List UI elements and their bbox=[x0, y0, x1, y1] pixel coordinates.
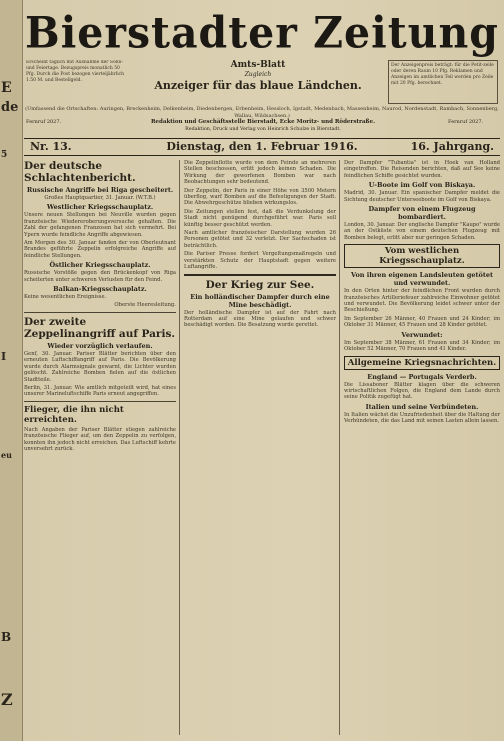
section-heading: Balkan-Kriegsschauplatz. bbox=[53, 285, 147, 294]
article-subheadline: Russische Angriffe bei Riga gescheitert. bbox=[26, 186, 174, 194]
divider bbox=[24, 401, 176, 402]
adjacent-page-strip bbox=[0, 0, 23, 741]
article-paragraph: Nach amtlicher französischer Darstellung wurden 26 Personen getötet und 32 verletzt. Der Sachschaden ist beträchtlich. bbox=[184, 230, 336, 249]
column-2 bbox=[184, 160, 336, 735]
issue-date-bar bbox=[24, 138, 500, 156]
section-heading: Östlicher Kriegsschauplatz. bbox=[49, 261, 151, 270]
masthead-title: Bierstadter Zeitung bbox=[25, 7, 499, 59]
article-paragraph: Nach Angaben der Pariser Blätter stiegen zahlreiche französische Flieger auf, um den Zeppelin zu verfolgen, konnten ihn jedoch nicht erreichen. Das Luftschiff kehrte unversehrt zurück. bbox=[24, 426, 176, 452]
headline-box bbox=[344, 244, 500, 268]
article-headline: Flieger, die ihn nicht erreichten. bbox=[24, 404, 124, 425]
article-subheadline: Ein holländischer Dampfer durch eine Mine beschädigt. bbox=[190, 292, 330, 309]
main-sheet bbox=[24, 0, 500, 741]
article-paragraph: Berlin, 31. Januar. Wie amtlich mitgeteilt wird, hat eines unserer Marineluftschiffe Paris erneut angegriffen. bbox=[24, 384, 176, 398]
article-paragraph: Die Pariser Presse fordert Vergeltungsmaßregeln und verstärkten Schutz der Hauptstadt gegen weitere Luftangriffe. bbox=[184, 251, 336, 271]
article-paragraph: In Italien wächst die Unzufriedenheit über die Haltung der Verbündeten, die das Land mit seinen Lasten allein lassen. bbox=[344, 411, 500, 425]
article-subheadline: England — Portugals Verderb. bbox=[367, 372, 477, 381]
article-paragraph: Im September 38 Männer, 61 Frauen und 34 Kinder; im Oktober 52 Männer, 70 Frauen und 41 Kinder. bbox=[344, 339, 500, 353]
dateline: Großes Hauptquartier, 31. Januar. (W.T.B.) bbox=[44, 195, 156, 201]
phone-right: Fernruf 2027. bbox=[448, 119, 484, 125]
strip-glyph: 5 bbox=[1, 150, 8, 160]
article-subheadline: Wieder vorzüglich verlaufen. bbox=[47, 341, 153, 350]
divider bbox=[184, 274, 336, 276]
section-heading: Westlicher Kriegsschauplatz. bbox=[46, 203, 154, 212]
article-paragraph: London, 30. Januar. Der englische Dampfer "Kaupo" wurde an der Ostküste von einem deutschen Flugzeug mit Bomben belegt, erlitt aber nur geringen Schaden. bbox=[344, 222, 500, 241]
article-headline: Allgemeine Kriegsnachrichten. bbox=[347, 357, 497, 368]
phone-left: Fernruf 2027. bbox=[26, 119, 62, 125]
strip-glyph: Z bbox=[1, 690, 13, 709]
subtitle-block bbox=[130, 60, 386, 92]
article-paragraph: Der Dampfer "Tubantia" ist in Hoek van Holland eingetroffen. Die Reisenden berichten, daß auf See keine feindlichen Schiffe gesichtet wurden. bbox=[344, 160, 500, 179]
article-headline: Vom westlichen Kriegsschauplatz. bbox=[379, 246, 465, 267]
column-rule bbox=[339, 160, 340, 735]
subscription-info: Erscheint täglich mit Ausnahme der Sonn- und Feiertage. Bezugspreis monatlich 50 Pfg. Durch die Post bezogen vierteljährlich 1.50 M. und Bestellgeld. bbox=[26, 60, 125, 83]
section-heading: U-Boote im Golf von Biskaya. bbox=[368, 181, 476, 190]
article-paragraph: Russische Vorstöße gegen den Brückenkopf von Riga scheiterten unter schweren Verlusten für den Feind. bbox=[24, 270, 176, 283]
strip-glyph: E bbox=[1, 80, 12, 96]
issue-date: Dienstag, den 1. Februar 1916. bbox=[166, 140, 358, 153]
section-heading: Italien und seine Verbündeten. bbox=[365, 402, 479, 411]
article-paragraph: Die Zeppelinflotte wurde von dem Feinde an mehreren Stellen beschossen, erlitt jedoch keinen Schaden. Die Wirkung der geworfenen Bomben war nach Beobachtungen sehr bedeutend. bbox=[184, 160, 336, 186]
article-paragraph: Genf, 30. Januar. Pariser Blätter berichten über den erneuten Luftschiffangriff auf Paris. Die Bevölkerung wurde durch Alarmsignale gewarnt, die Lichter wurden gelöscht. Zahlreiche Bomben fielen auf die östlichen Stadtteile. bbox=[24, 350, 176, 383]
article-paragraph: Keine wesentlichen Ereignisse. bbox=[24, 294, 107, 301]
issue-year: 16. Jahrgang. bbox=[410, 140, 494, 153]
strip-glyph: B bbox=[1, 630, 12, 644]
article-headline: Der Krieg zur See. bbox=[205, 278, 315, 291]
article-headline: Der zweite Zeppelinangriff auf Paris. bbox=[24, 315, 176, 340]
article-paragraph: Madrid, 30. Januar. Ein spanischer Dampfer meldet die Sichtung deutscher Unterseeboote im Golf von Biskaya. bbox=[344, 190, 500, 203]
divider bbox=[24, 312, 176, 313]
article-paragraph: Im September 26 Männer, 40 Frauen und 24 Kinder; im Oktober 31 Männer, 45 Frauen und 28 Kinder getötet. bbox=[344, 315, 500, 329]
column-rule bbox=[179, 160, 180, 735]
anzeiger-label: Anzeiger für das blaue Ländchen. bbox=[154, 79, 362, 92]
article-paragraph: In den Orten hinter der feindlichen Front wurden durch französisches Artilleriefeuer zahlreiche Einwohner getötet und verwundet. Die Bevölkerung leidet schwer unter der Beschießung. bbox=[344, 288, 500, 314]
article-paragraph: Die Lissaboner Blätter klagen über die schweren wirtschaftlichen Folgen, die England dem Lande durch seine Politik zugefügt hat. bbox=[344, 381, 500, 401]
article-paragraph: Der Zeppelin, der Paris in einer Höhe von 3500 Metern überflog, warf Bomben auf die Befestigungen der Stadt. Die Abwehrgeschütze blieben wirkungslos. bbox=[184, 187, 336, 207]
article-paragraph: Am Morgen des 30. Januar fanden der von Oberleutnant Brandes geführte Zeppelin erfolgreiche Angriffe auf feindliche Stellungen. bbox=[24, 240, 176, 259]
strip-glyph: eu bbox=[1, 450, 12, 460]
office-info bbox=[118, 119, 408, 133]
section-heading: Dampfer von einem Flugzeug bombardiert. bbox=[368, 205, 476, 222]
issue-number: Nr. 13. bbox=[30, 140, 72, 153]
signature: Oberste Heeresleitung. bbox=[114, 302, 176, 309]
amtsblatt-label: Amts-Blatt bbox=[230, 60, 286, 70]
strip-glyph: I bbox=[1, 350, 7, 363]
column-3 bbox=[344, 160, 500, 735]
section-heading: Verwundet: bbox=[401, 330, 443, 339]
printer-info: Redaktion, Druck und Verlag von Heinrich Schulze in Bierstadt. bbox=[185, 127, 341, 132]
article-paragraph: Der holländische Dampfer ist auf der Fahrt nach Rotterdam auf eine Mine gelaufen und schwer beschädigt worden. Die Besatzung wurde gerettet. bbox=[184, 309, 336, 329]
ad-price-info: Der Anzeigenpreis beträgt: für die Petit-zeile oder deren Raum 10 Pfg. Reklamen und Anzeigen im amtlichen Teil werden pro Zeile mit 20 Pfg. berechnet. bbox=[388, 60, 498, 104]
column-1 bbox=[24, 160, 176, 735]
article-subheadline: Von ihren eigenen Landsleuten getötet und verwundet. bbox=[351, 271, 493, 288]
zugleich-label: Zugleich bbox=[244, 71, 272, 78]
headline-box bbox=[344, 356, 500, 370]
article-paragraph: Die Zeitungen stellen fest, daß die Verdunkelung der Stadt nicht genügend durchgeführt war. Paris soll künftig besser geschützt werden. bbox=[184, 208, 336, 228]
office-address: Redaktion und Geschäftsstelle Bierstadt, Ecke Moritz- und Röderstraße. bbox=[150, 119, 376, 125]
strip-glyph: de bbox=[1, 100, 19, 115]
article-headline: Der deutsche Schlachtenbericht. bbox=[24, 160, 136, 184]
article-paragraph: Unsere neuen Stellungen bei Neuville wurden gegen französische Wiedereroberungsversuche gehalten. Die Zahl der gefangenen Franzosen hat sich vermehrt. Bei Ypern wurde feindliche Angriffe abgewiesen. bbox=[24, 212, 176, 238]
towns-list: (Umfassend die Ortschaften: Auringen, Breckenheim, Delkenheim, Diedenbergen, Erbenheim, Hessloch, Igstadt, Medenbach, Massenheim, Naurod, Nordenstadt, Rambach, Sonnenberg, Wallau, Wildsachsen.) bbox=[25, 106, 499, 119]
